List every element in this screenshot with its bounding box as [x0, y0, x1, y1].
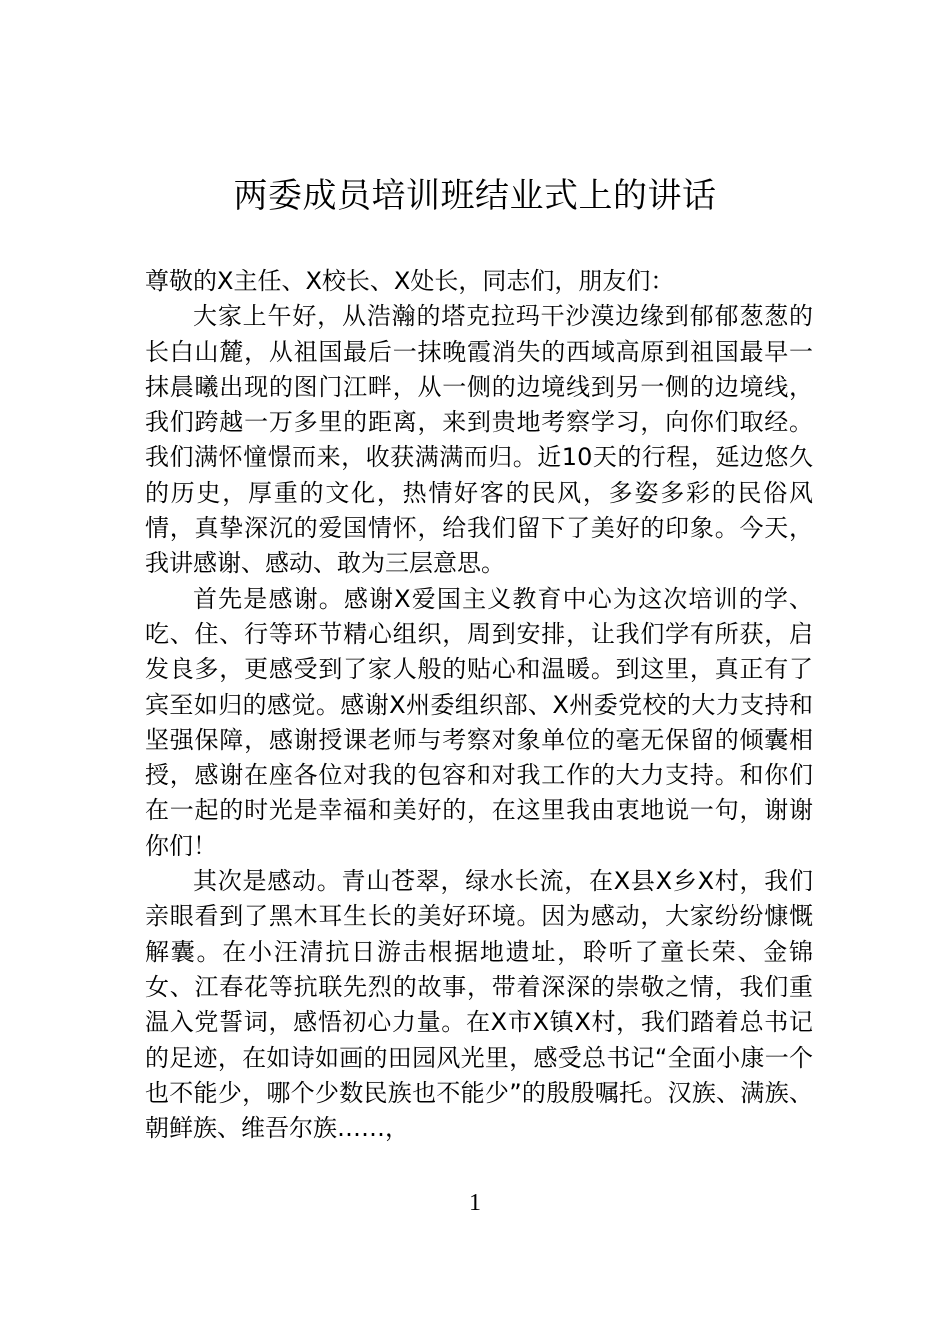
- page-number: 1: [469, 1190, 481, 1216]
- document-body: [145, 264, 813, 1146]
- document-title: 两委成员培训班结业式上的讲话: [233, 176, 717, 216]
- paragraph-greeting: 大家上午好，从浩瀚的塔克拉玛干沙漠边缘到郁郁葱葱的长白山麓，从祖国最后一抹晚霞消失的西域高原到祖国最早一抹晨曦出现的图门江畔，从一侧的边境线到另一侧的边境线，我们跨越一万多里的距离，来到贵地考察学习，向你们取经。我们满怀憧憬而来，收获满满而归。近10天的行程，延边悠久的历史，厚重的文化，热情好客的民风，多姿多彩的民俗风情，真挚深沉的爱国情怀，给我们留下了美好的印象。今天，我讲感谢、感动、敢为三层意思。: [145, 302, 813, 578]
- paragraph-moved: 其次是感动。青山苍翠，绿水长流，在X县X乡X村，我们亲眼看到了黑木耳生长的美好环境。因为感动，大家纷纷慷慨解囊。在小汪清抗日游击根据地遗址，聆听了童长荣、金锦女、江春花等抗联先烈的故事，带着深深的崇敬之情，我们重温入党誓词，感悟初心力量。在X市X镇X村，我们踏着总书记的足迹，在如诗如画的田园风光里，感受总书记“全面小康一个也不能少，哪个少数民族也不能少”的殷殷嘱托。汉族、满族、朝鲜族、维吾尔族……，: [145, 867, 813, 1143]
- paragraph-thanks: 首先是感谢。感谢X爱国主义教育中心为这次培训的学、吃、住、行等环节精心组织，周到安排，让我们学有所获，启发良多，更感受到了家人般的贴心和温暖。到这里，真正有了宾至如归的感觉。感谢X州委组织部、X州委党校的大力支持和坚强保障，感谢授课老师与考察对象单位的毫无保留的倾囊相授，感谢在座各位对我的包容和对我工作的大力支持。和你们在一起的时光是幸福和美好的，在这里我由衷地说一句，谢谢你们！: [145, 584, 813, 860]
- salutation: 尊敬的X主任、X校长、X处长，同志们，朋友们：: [145, 267, 675, 295]
